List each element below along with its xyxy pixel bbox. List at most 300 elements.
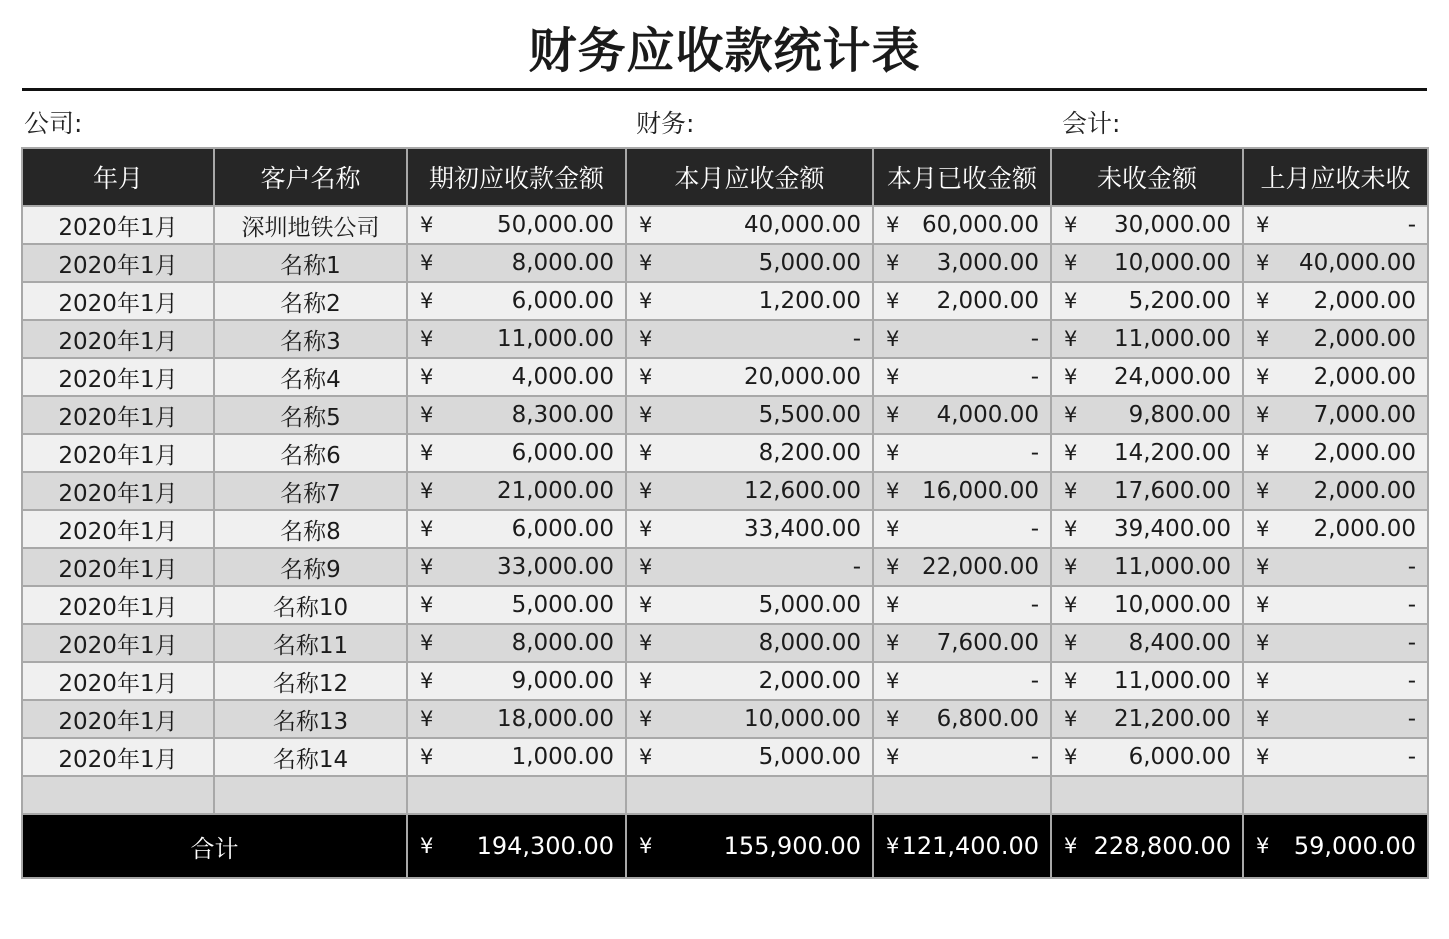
header-month-received[interactable]: 本月已收金额 xyxy=(873,148,1051,206)
currency-symbol: ¥ xyxy=(639,365,653,389)
amount-value: 2,000.00 xyxy=(1313,440,1416,466)
cell-month-received[interactable] xyxy=(873,244,1051,282)
cell-opening[interactable] xyxy=(407,396,626,434)
amount-value: - xyxy=(852,554,861,580)
cell-customer[interactable]: 名称10 xyxy=(214,586,407,624)
total-cell[interactable] xyxy=(1243,814,1428,878)
currency-symbol: ¥ xyxy=(420,593,434,617)
cell-month-receivable[interactable] xyxy=(626,472,873,510)
currency-symbol: ¥ xyxy=(1256,669,1270,693)
cell-month[interactable]: 2020年1月 xyxy=(22,624,214,662)
cell-prev-outstanding[interactable] xyxy=(1243,586,1428,624)
cell-prev-outstanding[interactable] xyxy=(1243,358,1428,396)
currency-symbol: ¥ xyxy=(886,213,900,237)
amount-value: 5,000.00 xyxy=(758,592,861,618)
cell-month-receivable[interactable] xyxy=(626,206,873,244)
cell-customer[interactable]: 名称9 xyxy=(214,548,407,586)
cell-month[interactable]: 2020年1月 xyxy=(22,662,214,700)
cell-month[interactable]: 2020年1月 xyxy=(22,358,214,396)
cell-month-receivable[interactable] xyxy=(626,700,873,738)
amount-value: 5,200.00 xyxy=(1128,288,1231,314)
currency-symbol: ¥ xyxy=(639,555,653,579)
currency-symbol: ¥ xyxy=(1256,403,1270,427)
currency-symbol: ¥ xyxy=(420,479,434,503)
amount-value: 39,400.00 xyxy=(1113,516,1231,542)
cell-month[interactable]: 2020年1月 xyxy=(22,472,214,510)
amount-value: 2,000.00 xyxy=(1313,478,1416,504)
cell-month-receivable[interactable] xyxy=(626,662,873,700)
cell-outstanding[interactable] xyxy=(1051,244,1243,282)
cell-customer[interactable]: 名称4 xyxy=(214,358,407,396)
table-row xyxy=(22,396,1428,434)
currency-symbol: ¥ xyxy=(639,479,653,503)
cell-prev-outstanding[interactable] xyxy=(1243,548,1428,586)
cell-customer[interactable]: 名称14 xyxy=(214,738,407,776)
table-row xyxy=(22,282,1428,320)
table-row xyxy=(22,510,1428,548)
cell-customer[interactable]: 名称11 xyxy=(214,624,407,662)
cell-opening[interactable] xyxy=(407,586,626,624)
amount-value: - xyxy=(1030,516,1039,542)
cell-month[interactable]: 2020年1月 xyxy=(22,700,214,738)
cell-month[interactable]: 2020年1月 xyxy=(22,586,214,624)
cell-opening[interactable] xyxy=(407,700,626,738)
cell-month-received[interactable] xyxy=(873,586,1051,624)
currency-symbol: ¥ xyxy=(886,593,900,617)
cell-month-receivable[interactable] xyxy=(626,624,873,662)
amount-value: 2,000.00 xyxy=(1313,288,1416,314)
cell-customer[interactable]: 名称8 xyxy=(214,510,407,548)
currency-symbol: ¥ xyxy=(886,834,900,858)
currency-symbol: ¥ xyxy=(1064,289,1078,313)
cell-month[interactable]: 2020年1月 xyxy=(22,548,214,586)
amount-value: - xyxy=(1030,668,1039,694)
currency-symbol: ¥ xyxy=(1064,834,1078,858)
amount-value: 6,800.00 xyxy=(936,706,1039,732)
amount-value: - xyxy=(1030,326,1039,352)
amount-value: 12,600.00 xyxy=(743,478,861,504)
amount-value: 20,000.00 xyxy=(743,364,861,390)
cell-month-received[interactable] xyxy=(873,434,1051,472)
amount-value: 6,000.00 xyxy=(511,440,614,466)
cell-month-receivable[interactable] xyxy=(626,244,873,282)
amount-value: 2,000.00 xyxy=(1313,516,1416,542)
cell-month-received[interactable] xyxy=(873,510,1051,548)
cell-outstanding[interactable] xyxy=(1051,282,1243,320)
cell-customer[interactable]: 名称2 xyxy=(214,282,407,320)
currency-symbol: ¥ xyxy=(1064,555,1078,579)
company-label: 公司: xyxy=(24,109,83,138)
cell-month[interactable]: 2020年1月 xyxy=(22,282,214,320)
currency-symbol: ¥ xyxy=(886,707,900,731)
amount-value: 22,000.00 xyxy=(921,554,1039,580)
amount-value: - xyxy=(1407,212,1416,238)
empty-row xyxy=(22,776,1428,814)
amount-value: 8,000.00 xyxy=(511,630,614,656)
currency-symbol: ¥ xyxy=(420,631,434,655)
currency-symbol: ¥ xyxy=(1256,365,1270,389)
currency-symbol: ¥ xyxy=(1064,593,1078,617)
cell-month[interactable]: 2020年1月 xyxy=(22,738,214,776)
cell-prev-outstanding[interactable] xyxy=(1243,396,1428,434)
amount-value: 1,000.00 xyxy=(511,744,614,770)
table-row xyxy=(22,548,1428,586)
amount-value: - xyxy=(1407,744,1416,770)
cell-opening[interactable] xyxy=(407,320,626,358)
amount-value: 17,600.00 xyxy=(1113,478,1231,504)
currency-symbol: ¥ xyxy=(886,669,900,693)
currency-symbol: ¥ xyxy=(420,213,434,237)
cell-customer[interactable]: 名称6 xyxy=(214,434,407,472)
amount-value: 30,000.00 xyxy=(1113,212,1231,238)
currency-symbol: ¥ xyxy=(886,479,900,503)
cell-month-received[interactable] xyxy=(873,548,1051,586)
amount-value: 4,000.00 xyxy=(511,364,614,390)
amount-value: 33,000.00 xyxy=(496,554,614,580)
amount-value: 50,000.00 xyxy=(496,212,614,238)
currency-symbol: ¥ xyxy=(420,251,434,275)
currency-symbol: ¥ xyxy=(420,707,434,731)
header-outstanding[interactable]: 未收金额 xyxy=(1051,148,1243,206)
amount-value: 2,000.00 xyxy=(1313,364,1416,390)
cell-customer[interactable]: 名称3 xyxy=(214,320,407,358)
empty-cell[interactable] xyxy=(214,776,407,814)
cell-outstanding[interactable] xyxy=(1051,320,1243,358)
amount-value: 6,000.00 xyxy=(1128,744,1231,770)
currency-symbol: ¥ xyxy=(886,631,900,655)
cell-month-received[interactable] xyxy=(873,662,1051,700)
cell-outstanding[interactable] xyxy=(1051,472,1243,510)
currency-symbol: ¥ xyxy=(1256,479,1270,503)
amount-value: 5,000.00 xyxy=(511,592,614,618)
currency-symbol: ¥ xyxy=(886,289,900,313)
cell-customer[interactable]: 名称5 xyxy=(214,396,407,434)
empty-cell[interactable] xyxy=(873,776,1051,814)
cell-opening[interactable] xyxy=(407,282,626,320)
amount-value: 60,000.00 xyxy=(921,212,1039,238)
cell-month-receivable[interactable] xyxy=(626,434,873,472)
cell-customer[interactable]: 名称12 xyxy=(214,662,407,700)
currency-symbol: ¥ xyxy=(1064,327,1078,351)
cell-opening[interactable] xyxy=(407,738,626,776)
cell-customer[interactable]: 名称7 xyxy=(214,472,407,510)
cell-month[interactable]: 2020年1月 xyxy=(22,434,214,472)
cell-opening[interactable] xyxy=(407,510,626,548)
cell-outstanding[interactable] xyxy=(1051,624,1243,662)
empty-cell[interactable] xyxy=(22,776,214,814)
cell-opening[interactable] xyxy=(407,472,626,510)
total-cell[interactable] xyxy=(1051,814,1243,878)
cell-prev-outstanding[interactable] xyxy=(1243,738,1428,776)
total-cell[interactable] xyxy=(407,814,626,878)
cell-outstanding[interactable] xyxy=(1051,700,1243,738)
amount-value: 14,200.00 xyxy=(1113,440,1231,466)
currency-symbol: ¥ xyxy=(1064,441,1078,465)
currency-symbol: ¥ xyxy=(420,289,434,313)
amount-value: 2,000.00 xyxy=(1313,326,1416,352)
currency-symbol: ¥ xyxy=(1256,593,1270,617)
cell-month[interactable]: 2020年1月 xyxy=(22,206,214,244)
empty-cell[interactable] xyxy=(1243,776,1428,814)
cell-customer[interactable]: 深圳地铁公司 xyxy=(214,206,407,244)
amount-value: - xyxy=(1030,440,1039,466)
amount-value: 8,000.00 xyxy=(758,630,861,656)
cell-opening[interactable] xyxy=(407,548,626,586)
currency-symbol: ¥ xyxy=(1064,251,1078,275)
table-row xyxy=(22,662,1428,700)
currency-symbol: ¥ xyxy=(886,327,900,351)
cell-outstanding[interactable] xyxy=(1051,396,1243,434)
amount-value: 7,000.00 xyxy=(1313,402,1416,428)
page-title: 财务应收款统计表 xyxy=(528,23,921,79)
total-month-received: 121,400.00 xyxy=(901,832,1039,860)
currency-symbol: ¥ xyxy=(420,669,434,693)
amount-value: 33,400.00 xyxy=(743,516,861,542)
amount-value: 4,000.00 xyxy=(936,402,1039,428)
currency-symbol: ¥ xyxy=(420,365,434,389)
amount-value: 7,600.00 xyxy=(936,630,1039,656)
cell-month-receivable[interactable] xyxy=(626,586,873,624)
currency-symbol: ¥ xyxy=(1064,745,1078,769)
cell-prev-outstanding[interactable] xyxy=(1243,662,1428,700)
cell-prev-outstanding[interactable] xyxy=(1243,700,1428,738)
amount-value: 8,400.00 xyxy=(1128,630,1231,656)
currency-symbol: ¥ xyxy=(1256,555,1270,579)
total-cell[interactable] xyxy=(626,814,873,878)
table-row xyxy=(22,244,1428,282)
currency-symbol: ¥ xyxy=(420,834,434,858)
amount-value: 5,000.00 xyxy=(758,744,861,770)
cell-month[interactable]: 2020年1月 xyxy=(22,320,214,358)
total-prev-outstanding: 59,000.00 xyxy=(1293,832,1416,860)
empty-cell[interactable] xyxy=(407,776,626,814)
currency-symbol: ¥ xyxy=(639,289,653,313)
cell-month-received[interactable] xyxy=(873,472,1051,510)
cell-month-receivable[interactable] xyxy=(626,548,873,586)
amount-value: 8,300.00 xyxy=(511,402,614,428)
table-row xyxy=(22,738,1428,776)
cell-month[interactable]: 2020年1月 xyxy=(22,510,214,548)
table-row xyxy=(22,624,1428,662)
cell-month[interactable]: 2020年1月 xyxy=(22,396,214,434)
cell-month-received[interactable] xyxy=(873,282,1051,320)
empty-cell[interactable] xyxy=(1051,776,1243,814)
currency-symbol: ¥ xyxy=(639,593,653,617)
amount-value: 21,000.00 xyxy=(496,478,614,504)
cell-opening[interactable] xyxy=(407,434,626,472)
cell-prev-outstanding[interactable] xyxy=(1243,244,1428,282)
currency-symbol: ¥ xyxy=(639,707,653,731)
cell-outstanding[interactable] xyxy=(1051,434,1243,472)
amount-value: 11,000.00 xyxy=(496,326,614,352)
currency-symbol: ¥ xyxy=(1064,631,1078,655)
cell-customer[interactable]: 名称13 xyxy=(214,700,407,738)
cell-outstanding[interactable] xyxy=(1051,662,1243,700)
amount-value: 40,000.00 xyxy=(1298,250,1416,276)
cell-opening[interactable] xyxy=(407,206,626,244)
currency-symbol: ¥ xyxy=(639,327,653,351)
currency-symbol: ¥ xyxy=(639,631,653,655)
cell-month-receivable[interactable] xyxy=(626,738,873,776)
amount-value: - xyxy=(1030,592,1039,618)
amount-value: 10,000.00 xyxy=(743,706,861,732)
header-customer[interactable]: 客户名称 xyxy=(214,148,407,206)
header-month[interactable]: 年月 xyxy=(22,148,214,206)
currency-symbol: ¥ xyxy=(1064,707,1078,731)
currency-symbol: ¥ xyxy=(886,441,900,465)
currency-symbol: ¥ xyxy=(1256,213,1270,237)
amount-value: - xyxy=(852,326,861,352)
amount-value: 11,000.00 xyxy=(1113,668,1231,694)
currency-symbol: ¥ xyxy=(420,403,434,427)
amount-value: - xyxy=(1407,630,1416,656)
amount-value: 11,000.00 xyxy=(1113,554,1231,580)
amount-value: 5,500.00 xyxy=(758,402,861,428)
total-outstanding: 228,800.00 xyxy=(1093,832,1231,860)
amount-value: 11,000.00 xyxy=(1113,326,1231,352)
currency-symbol: ¥ xyxy=(886,745,900,769)
currency-symbol: ¥ xyxy=(1064,517,1078,541)
amount-value: 9,000.00 xyxy=(511,668,614,694)
total-opening: 194,300.00 xyxy=(476,832,614,860)
amount-value: 6,000.00 xyxy=(511,288,614,314)
amount-value: - xyxy=(1407,592,1416,618)
cell-month-receivable[interactable] xyxy=(626,396,873,434)
amount-value: 10,000.00 xyxy=(1113,592,1231,618)
cell-month-received[interactable] xyxy=(873,320,1051,358)
total-row xyxy=(22,814,1428,878)
currency-symbol: ¥ xyxy=(1256,707,1270,731)
amount-value: - xyxy=(1030,744,1039,770)
currency-symbol: ¥ xyxy=(1064,213,1078,237)
cell-month-receivable[interactable] xyxy=(626,320,873,358)
cell-prev-outstanding[interactable] xyxy=(1243,510,1428,548)
cell-outstanding[interactable] xyxy=(1051,548,1243,586)
header-month-receivable[interactable]: 本月应收金额 xyxy=(626,148,873,206)
total-month-receivable: 155,900.00 xyxy=(723,832,861,860)
cell-opening[interactable] xyxy=(407,358,626,396)
header-opening-receivable[interactable]: 期初应收款金额 xyxy=(407,148,626,206)
cell-month-received[interactable] xyxy=(873,358,1051,396)
currency-symbol: ¥ xyxy=(639,251,653,275)
cell-opening[interactable] xyxy=(407,662,626,700)
table-row xyxy=(22,434,1428,472)
cell-outstanding[interactable] xyxy=(1051,206,1243,244)
currency-symbol: ¥ xyxy=(1256,745,1270,769)
currency-symbol: ¥ xyxy=(420,441,434,465)
title-divider xyxy=(22,88,1427,91)
amount-value: 1,200.00 xyxy=(758,288,861,314)
cell-opening[interactable] xyxy=(407,624,626,662)
currency-symbol: ¥ xyxy=(420,555,434,579)
amount-value: 2,000.00 xyxy=(936,288,1039,314)
amount-value: 40,000.00 xyxy=(743,212,861,238)
table-row xyxy=(22,472,1428,510)
currency-symbol: ¥ xyxy=(1256,327,1270,351)
cell-prev-outstanding[interactable] xyxy=(1243,282,1428,320)
cell-prev-outstanding[interactable] xyxy=(1243,434,1428,472)
currency-symbol: ¥ xyxy=(1256,251,1270,275)
total-cell[interactable] xyxy=(873,814,1051,878)
cell-outstanding[interactable] xyxy=(1051,738,1243,776)
cell-prev-outstanding[interactable] xyxy=(1243,624,1428,662)
header-row xyxy=(22,148,1428,206)
amount-value: 9,800.00 xyxy=(1128,402,1231,428)
amount-value: 2,000.00 xyxy=(758,668,861,694)
cell-opening[interactable] xyxy=(407,244,626,282)
cell-prev-outstanding[interactable] xyxy=(1243,472,1428,510)
currency-symbol: ¥ xyxy=(886,555,900,579)
cell-prev-outstanding[interactable] xyxy=(1243,206,1428,244)
empty-cell[interactable] xyxy=(626,776,873,814)
cell-outstanding[interactable] xyxy=(1051,586,1243,624)
currency-symbol: ¥ xyxy=(886,251,900,275)
table-row xyxy=(22,320,1428,358)
currency-symbol: ¥ xyxy=(639,403,653,427)
amount-value: 24,000.00 xyxy=(1113,364,1231,390)
amount-value: 8,200.00 xyxy=(758,440,861,466)
currency-symbol: ¥ xyxy=(1256,631,1270,655)
total-label[interactable]: 合计 xyxy=(22,814,407,878)
cell-month-received[interactable] xyxy=(873,206,1051,244)
receivables-table xyxy=(21,147,1429,879)
finance-label: 财务: xyxy=(636,109,695,138)
currency-symbol: ¥ xyxy=(420,745,434,769)
cell-prev-outstanding[interactable] xyxy=(1243,320,1428,358)
currency-symbol: ¥ xyxy=(886,403,900,427)
amount-value: 16,000.00 xyxy=(921,478,1039,504)
cell-month-receivable[interactable] xyxy=(626,510,873,548)
table-row xyxy=(22,700,1428,738)
header-prev-outstanding[interactable]: 上月应收未收 xyxy=(1243,148,1428,206)
currency-symbol: ¥ xyxy=(886,365,900,389)
currency-symbol: ¥ xyxy=(639,213,653,237)
currency-symbol: ¥ xyxy=(1256,517,1270,541)
cell-outstanding[interactable] xyxy=(1051,358,1243,396)
table-row xyxy=(22,206,1428,244)
table-row xyxy=(22,586,1428,624)
currency-symbol: ¥ xyxy=(420,327,434,351)
currency-symbol: ¥ xyxy=(639,441,653,465)
amount-value: - xyxy=(1407,706,1416,732)
currency-symbol: ¥ xyxy=(1064,669,1078,693)
cell-month-received[interactable] xyxy=(873,700,1051,738)
amount-value: - xyxy=(1407,668,1416,694)
cell-customer[interactable]: 名称1 xyxy=(214,244,407,282)
currency-symbol: ¥ xyxy=(886,517,900,541)
currency-symbol: ¥ xyxy=(1064,403,1078,427)
table-row xyxy=(22,358,1428,396)
cell-month-received[interactable] xyxy=(873,624,1051,662)
cell-month-received[interactable] xyxy=(873,396,1051,434)
cell-month-received[interactable] xyxy=(873,738,1051,776)
amount-value: 6,000.00 xyxy=(511,516,614,542)
currency-symbol: ¥ xyxy=(1256,834,1270,858)
currency-symbol: ¥ xyxy=(639,745,653,769)
currency-symbol: ¥ xyxy=(1256,289,1270,313)
cell-month-receivable[interactable] xyxy=(626,358,873,396)
currency-symbol: ¥ xyxy=(639,517,653,541)
amount-value: 8,000.00 xyxy=(511,250,614,276)
amount-value: - xyxy=(1407,554,1416,580)
cell-month[interactable]: 2020年1月 xyxy=(22,244,214,282)
currency-symbol: ¥ xyxy=(1256,441,1270,465)
cell-month-receivable[interactable] xyxy=(626,282,873,320)
cell-outstanding[interactable] xyxy=(1051,510,1243,548)
currency-symbol: ¥ xyxy=(420,517,434,541)
currency-symbol: ¥ xyxy=(1064,365,1078,389)
currency-symbol: ¥ xyxy=(1064,479,1078,503)
